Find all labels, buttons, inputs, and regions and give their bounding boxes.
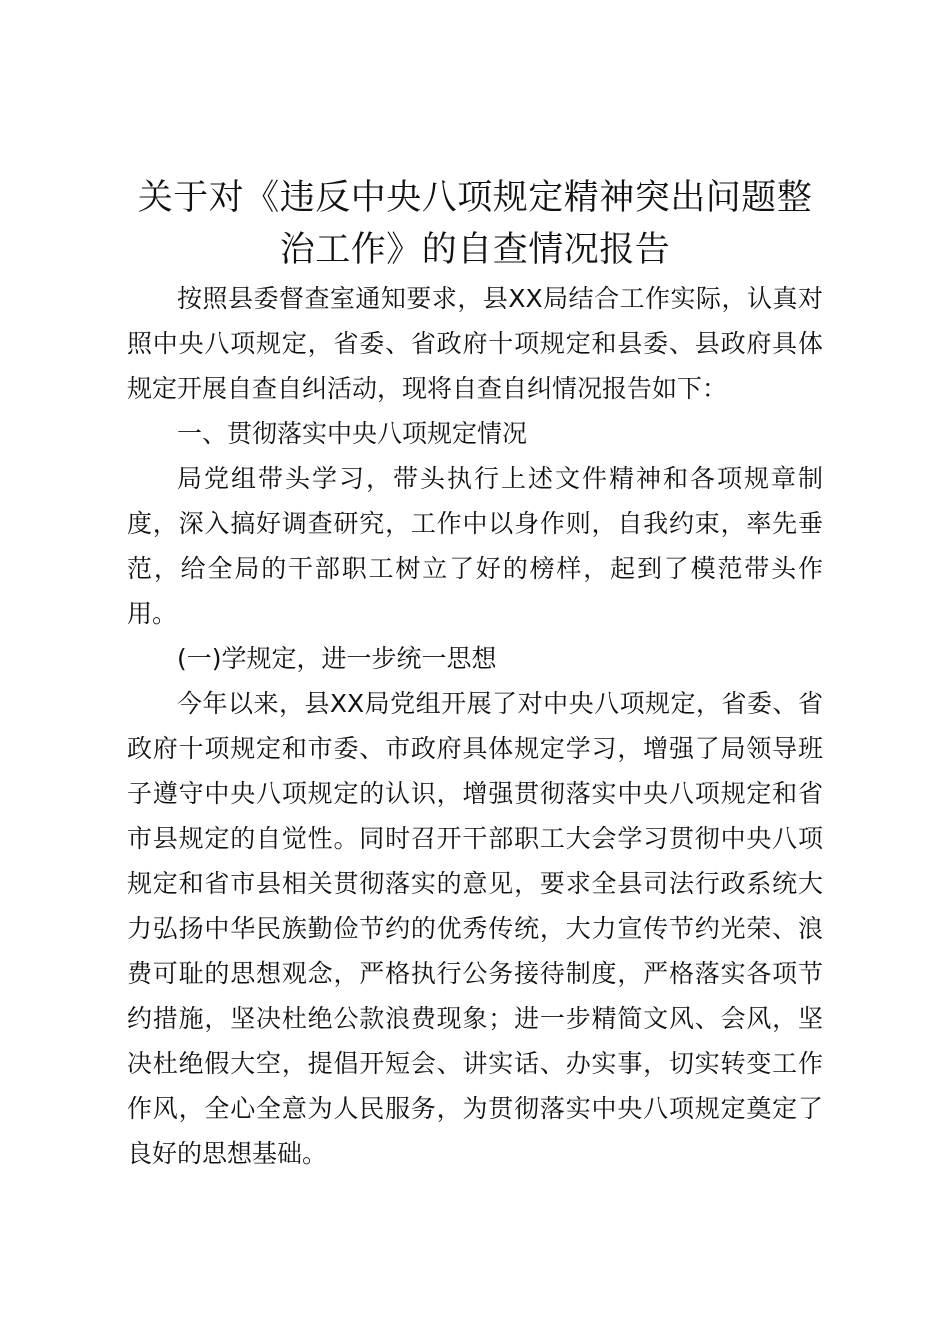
document-title: 关于对《违反中央八项规定精神突出问题整治工作》的自查情况报告	[137, 178, 813, 270]
document-body	[127, 172, 823, 1176]
subsection-heading-1: (一)学规定，进一步统一思想	[177, 644, 497, 673]
section-heading-1: 一、贯彻落实中央八项规定情况	[177, 419, 528, 448]
subsection-1-paragraph: 今年以来，县XX局党组开展了对中央八项规定，省委、省政府十项规定和市委、市政府具体规定学习，增强了局领导班子遵守中央八项规定的认识，增强贯彻落实中央八项规定和省市县规定的自觉性。同时召开干部职工大会学习贯彻中央八项规定和省市县相关贯彻落实的意见，要求全县司法行政系统大力弘扬中华民族勤俭节约的优秀传统，大力宣传节约光荣、浪费可耻的思想观念，严格执行公务接待制度，严格落实各项节约措施，坚决杜绝公款浪费现象；进一步精简文风、会风，坚决杜绝假大空，提倡开短会、讲实话、办实事，切实转变工作作风，全心全意为人民服务，为贯彻落实中央八项规定奠定了良好的思想基础。	[127, 689, 823, 1168]
intro-paragraph: 按照县委督查室通知要求，县XX局结合工作实际，认真对照中央八项规定，省委、省政府十项规定和县委、县政府具体规定开展自查自纠活动，现将自查自纠情况报告如下：	[127, 284, 823, 403]
section-1-paragraph: 局党组带头学习，带头执行上述文件精神和各项规章制度，深入搞好调查研究，工作中以身作则，自我约束，率先垂范，给全局的干部职工树立了好的榜样，起到了模范带头作用。	[127, 464, 823, 628]
